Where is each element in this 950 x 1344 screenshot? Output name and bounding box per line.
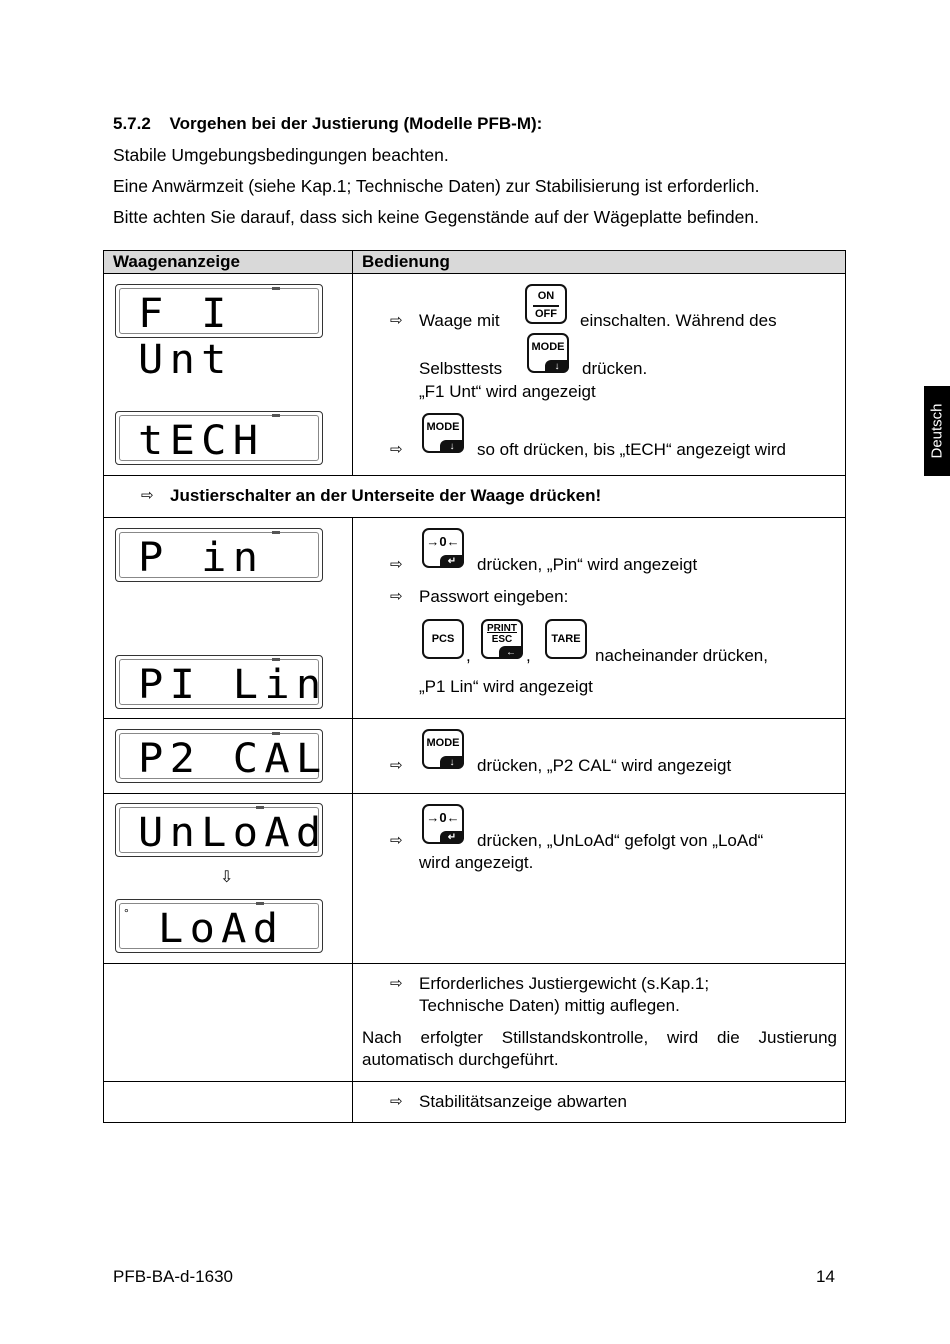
arrow-right-icon: ⇨ — [390, 975, 403, 992]
lcd-text: F I Unt — [138, 291, 233, 383]
arrow-right-icon: ⇨ — [390, 832, 403, 849]
arrow-right-icon: ⇨ — [390, 588, 403, 605]
down-arrow-icon: ⇩ — [220, 869, 234, 886]
zero-key-icon: →0← ↵ — [422, 804, 464, 844]
lcd-display — [115, 411, 323, 465]
table-border — [103, 793, 846, 794]
intro-line-3: Bitte achten Sie darauf, dass sich keine Gegenstände auf der Wägeplatte befinden. — [113, 207, 759, 227]
instruction-text: Selbsttests — [419, 359, 503, 378]
table-border — [103, 250, 104, 1123]
section-number: 5.7.2 — [113, 114, 151, 133]
arrow-right-icon: ⇨ — [390, 312, 403, 329]
mode-key-icon: MODE ↓ — [422, 413, 464, 453]
intro-line-1: Stabile Umgebungsbedingungen beachten. — [113, 145, 449, 165]
zero-key-icon: →0← ↵ — [422, 528, 464, 568]
table-border — [103, 250, 846, 251]
table-border — [103, 1122, 846, 1123]
table-border — [103, 273, 846, 274]
instruction-text: Passwort eingeben: — [419, 587, 569, 606]
section-title: Vorgehen bei der Justierung (Modelle PFB-M): — [169, 114, 543, 133]
instruction-text: Erforderliches Justiergewicht (s.Kap.1; — [419, 974, 710, 993]
print-esc-key-icon: PRINT ESC ← — [481, 619, 523, 659]
instruction-text: automatisch durchgeführt. — [362, 1050, 559, 1069]
instruction-text: wird angezeigt. — [419, 853, 534, 872]
instruction-text: nacheinander drücken, — [595, 646, 768, 665]
instruction-text: Waage mit — [419, 311, 500, 330]
instruction-text: Justierschalter an der Unterseite der Waage drücken! — [170, 486, 602, 505]
intro-line-2: Eine Anwärmzeit (siehe Kap.1; Technische Daten) zur Stabilisierung ist erforderlich. — [113, 176, 760, 196]
instruction-text: „P1 Lin“ wird angezeigt — [419, 677, 593, 696]
mode-key-icon: MODE ↓ — [527, 333, 569, 373]
footer-doc-id: PFB-BA-d-1630 — [113, 1267, 233, 1286]
arrow-right-icon: ⇨ — [390, 1093, 403, 1110]
tare-key-icon: TARE — [545, 619, 587, 659]
separator-comma: , — [466, 646, 471, 665]
section-heading — [113, 114, 542, 134]
table-border — [103, 1081, 846, 1082]
lcd-text: LoAd — [158, 906, 285, 952]
instruction-text: Nach erfolgter Stillstandskontrolle, wird die Justierung — [362, 1028, 837, 1047]
instruction-text: „F1 Unt“ wird angezeigt — [419, 382, 596, 401]
language-tab — [924, 386, 950, 476]
lcd-text: P in — [138, 535, 265, 581]
separator-comma: , — [526, 646, 531, 665]
instruction-text: drücken, „UnLoAd“ gefolgt von „LoAd“ — [477, 831, 764, 850]
header-operation: Bedienung — [362, 252, 450, 271]
instruction-text: Stabilitätsanzeige abwarten — [419, 1092, 627, 1111]
lcd-display — [115, 284, 323, 383]
table-border — [352, 250, 353, 476]
lcd-text: UnLoAd — [138, 810, 328, 856]
header-display: Waagenanzeige — [113, 252, 240, 271]
lcd-text: tECH — [138, 418, 265, 464]
arrow-right-icon: ⇨ — [141, 487, 154, 504]
table-border — [845, 250, 846, 1123]
instruction-text: so oft drücken, bis „tECH“ angezeigt wird — [477, 440, 786, 459]
instruction-text: drücken, „P2 CAL“ wird angezeigt — [477, 756, 732, 775]
arrow-right-icon: ⇨ — [390, 757, 403, 774]
instruction-text: drücken. — [582, 359, 648, 378]
instruction-text: einschalten. Während des — [580, 311, 777, 330]
lcd-display: ° LoAd — [115, 899, 323, 953]
arrow-right-icon: ⇨ — [390, 441, 403, 458]
lcd-text: PI Lin — [138, 662, 328, 708]
table-border — [103, 718, 846, 719]
lcd-display — [115, 729, 328, 783]
lcd-display — [115, 655, 328, 709]
table-border — [103, 475, 846, 476]
lcd-text: P2 CAL — [138, 736, 328, 782]
instruction-text: Technische Daten) mittig auflegen. — [419, 996, 680, 1015]
instruction-text: drücken, „Pin“ wird angezeigt — [477, 555, 698, 574]
language-tab-label: Deutsch — [928, 403, 946, 459]
pcs-key-icon: PCS — [422, 619, 464, 659]
arrow-right-icon: ⇨ — [390, 556, 403, 573]
table-border — [103, 963, 846, 964]
table-border — [103, 517, 846, 518]
on-off-key-icon: ON OFF — [525, 284, 567, 324]
lcd-display — [115, 528, 323, 582]
lcd-display — [115, 803, 328, 857]
mode-key-icon: MODE ↓ — [422, 729, 464, 769]
footer-page-number: 14 — [816, 1267, 835, 1286]
table-border — [352, 517, 353, 1123]
